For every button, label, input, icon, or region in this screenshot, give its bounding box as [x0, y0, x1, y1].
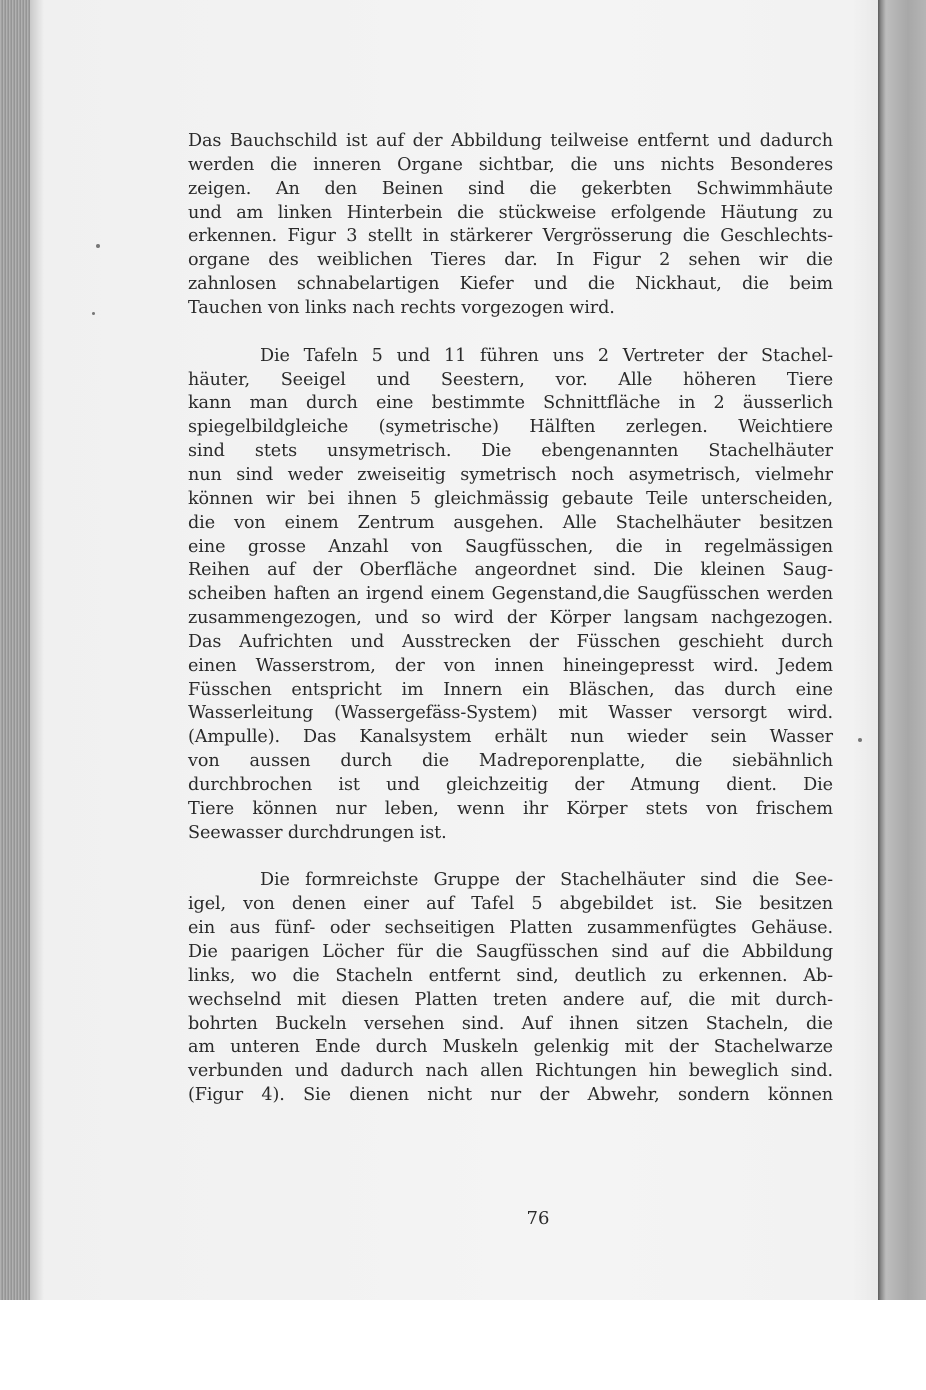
text-line: organe des weiblichen Tieres dar. In Figur 2 sehen wir die — [188, 250, 833, 271]
text-line: Reihen auf der Oberfläche angeordnet sind. Die kleinen Saug- — [188, 560, 833, 581]
text-line: Das Aufrichten und Ausstrecken der Füsschen geschieht durch — [188, 631, 833, 652]
text-line: ein aus fünf- oder sechseitigen Platten zusammenfügtes Gehäuse. — [188, 918, 833, 939]
text-line: Die Tafeln 5 und 11 führen uns 2 Vertreter der Stachel- — [260, 345, 833, 366]
text-line: links, wo die Stacheln entfernt sind, deutlich zu erkennen. Ab- — [188, 965, 833, 986]
text-line: und am linken Hinterbein die stückweise erfolgende Häutung zu — [188, 202, 833, 223]
speck-mark — [858, 738, 862, 742]
text-line: sind stets unsymetrisch. Die ebengenannten Stachelhäuter — [188, 441, 833, 462]
text-line: zusammengezogen, und so wird der Körper langsam nachgezogen. — [188, 608, 833, 629]
text-line: Die paarigen Löcher für die Saugfüsschen sind auf die Abbildung — [188, 942, 833, 962]
text-line: Seewasser durchdrungen ist. — [188, 822, 447, 843]
text-line: häuter, Seeigel und Seestern, vor. Alle höheren Tiere — [188, 369, 833, 390]
text-line: igel, von denen einer auf Tafel 5 abgebildet ist. Sie besitzen — [188, 894, 833, 915]
text-line: scheiben haften an irgend einem Gegenstand,die Saugfüsschen werden — [188, 584, 833, 605]
text-line: am unteren Ende durch Muskeln gelenkig mit der Stachelwarze — [188, 1037, 833, 1058]
page-number-text: 76 — [526, 1208, 550, 1229]
text-line: Füsschen entspricht im Innern ein Bläschen, das durch eine — [188, 679, 833, 700]
body-text — [188, 130, 833, 1108]
text-line: zeigen. An den Beinen sind die gekerbten Schwimmhäute — [188, 178, 833, 199]
facing-page-edge — [878, 0, 926, 1300]
book-page-edges — [0, 0, 31, 1300]
speck-mark — [92, 312, 95, 315]
text-line: zahnlosen schnabelartigen Kiefer und die Nickhaut, die beim — [188, 274, 833, 295]
text-line: (Figur 4). Sie dienen nicht nur der Abwehr, sondern können — [188, 1085, 833, 1106]
text-line: werden die inneren Organe sichtbar, die uns nichts Besonderes — [188, 154, 833, 175]
text-line: (Ampulle). Das Kanalsystem erhält nun wieder sein Wasser — [188, 727, 833, 748]
text-line: wechselnd mit diesen Platten treten andere auf, die mit durch- — [188, 989, 833, 1010]
paragraph-2 — [188, 345, 833, 846]
bottom-margin — [0, 1300, 926, 1390]
paragraph-3 — [188, 869, 833, 1107]
text-line: spiegelbildgleiche (symetrische) Hälften zerlegen. Weichtiere — [188, 417, 833, 438]
text-line: Das Bauchschild ist auf der Abbildung teilweise entfernt und dadurch — [188, 131, 833, 151]
text-line: durchbrochen ist und gleichzeitig der Atmung dient. Die — [188, 774, 833, 795]
text-line: bohrten Buckeln versehen sind. Auf ihnen sitzen Stacheln, die — [188, 1013, 833, 1034]
text-line: verbunden und dadurch nach allen Richtungen hin beweglich sind. — [188, 1061, 833, 1082]
text-line: Die formreichste Gruppe der Stachelhäuter sind die See- — [260, 870, 833, 891]
text-line: erkennen. Figur 3 stellt in stärkerer Vergrösserung die Geschlechts- — [188, 226, 833, 247]
paragraph-1 — [188, 130, 833, 321]
text-line: kann man durch eine bestimmte Schnittfläche in 2 äusserlich — [188, 393, 833, 414]
speck-mark — [96, 244, 100, 248]
text-line: nun sind weder zweiseitig symetrisch noch asymetrisch, vielmehr — [188, 464, 833, 485]
text-line: Tauchen von links nach rechts vorgezogen wird. — [188, 297, 615, 318]
text-line: einen Wasserstrom, der von innen hineingepresst wird. Jedem — [188, 655, 833, 676]
text-line: von aussen durch die Madreporenplatte, die siebähnlich — [188, 751, 833, 772]
text-line: können wir bei ihnen 5 gleichmässig gebaute Teile unterscheiden, — [188, 488, 833, 509]
text-line: Tiere können nur leben, wenn ihr Körper stets von frischem — [188, 798, 833, 819]
text-line: eine grosse Anzahl von Saugfüsschen, die in regelmässigen — [188, 536, 833, 557]
text-line: Wasserleitung (Wassergefäss-System) mit Wasser versorgt wird. — [188, 703, 833, 724]
text-line: die von einem Zentrum ausgehen. Alle Stachelhäuter besitzen — [188, 512, 833, 533]
page-number — [0, 1208, 926, 1229]
gutter-shadow — [30, 0, 44, 1300]
